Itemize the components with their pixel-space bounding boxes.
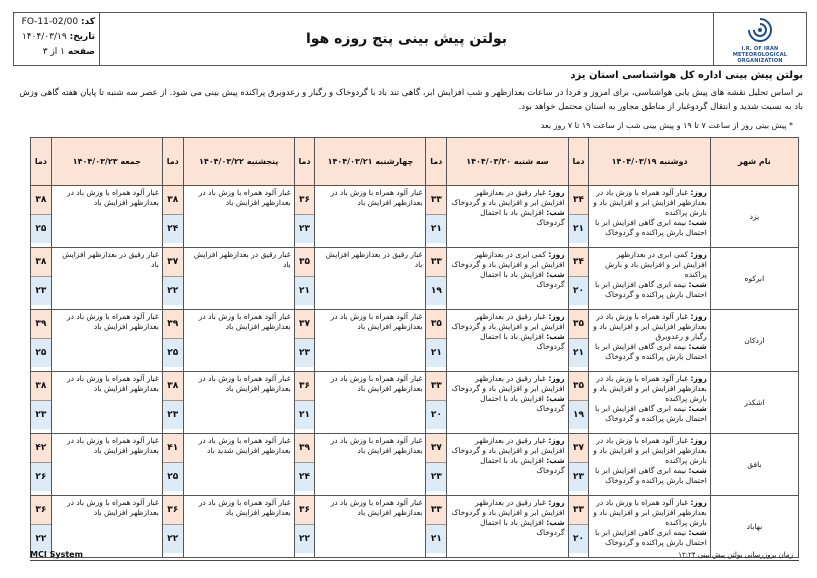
temperature-cell [31,496,52,558]
min-temperature: ۲۰ [426,401,446,429]
forecast-description [447,248,568,310]
day-label: روز: [690,250,707,259]
temperature-cell [568,248,589,310]
min-temperature: ۲۵ [163,339,183,367]
temp-header: دما [568,138,589,186]
day-label: روز: [690,312,707,321]
forecast-description [315,310,426,372]
max-temperature: ۳۸ [163,372,183,401]
logo-box [713,13,806,65]
forecast-description [183,310,294,372]
night-forecast: افزایش باد با احتمال گردوخاک [480,456,565,475]
night-forecast: افزایش باد با احتمال گردوخاک [480,394,565,413]
day-forecast: غبار آلود همراه با وزش باد در بعدازظهر افزایش ابر و افزایش باد و بارش پراکنده [593,436,707,465]
min-temperature: ۲۱ [426,525,446,553]
temperature-cell [426,496,447,558]
temperature-cell [31,434,52,496]
bulletin-header [13,12,807,66]
day-forecast: غبار آلود همراه با وزش باد در بعدازظهر افزایش باد [330,436,423,455]
min-temperature: ۲۱ [295,401,315,429]
night-label: شب: [688,528,707,537]
forecast-description [315,372,426,434]
min-temperature: ۲۴ [295,463,315,491]
max-temperature: ۳۹ [295,434,315,463]
day-forecast: غبار رقیق در بعدازظهر افزایش ابر و افزایش باد و گردوخاک [451,498,565,517]
night-label: شب: [688,404,707,413]
footer-system: MCI System [30,550,83,559]
code-label: کد: [80,17,95,27]
day-label: روز: [690,498,707,507]
max-temperature: ۳۸ [163,186,183,215]
temperature-cell [426,372,447,434]
date-row [18,30,95,45]
forecast-description [315,186,426,248]
meteorology-logo-icon [743,15,777,45]
day-header: دوشنبه ۱۴۰۴/۰۳/۱۹ [589,138,710,186]
temp-header: دما [162,138,183,186]
forecast-summary: بر اساس تحلیل نقشه های پیش یابی هواشناسی، برای امروز و فردا در ساعات بعدازظهر و شب افزایش ابر، گاهی تند باد با گردوخاک و رگبار و رعدوبرق پراکنده پیش بینی می شود. از عصر سه شنبه تا پایان هفته گاهی وزش باد به نسبت شدید و انتقال گردوغبار از مناطق مجاور به استان محتمل خواهد بود. [19,88,803,112]
max-temperature: ۳۶ [295,496,315,525]
max-temperature: ۳۷ [295,310,315,339]
day-forecast: غبار آلود همراه با وزش باد در بعدازظهر افزایش شدید باد [198,436,291,455]
day-label: روز: [548,312,565,321]
forecast-description [183,496,294,558]
night-label: شب: [546,456,565,465]
day-label: روز: [690,436,707,445]
min-temperature: ۲۲ [163,277,183,305]
code-value: FO-11-02/00 [21,17,79,27]
subtitle: بولتن پیش بینی اداره کل هواشناسی استان یزد [570,70,803,81]
forecast-description [51,496,162,558]
temperature-cell [162,248,183,310]
min-temperature: ۲۰ [569,277,589,305]
day-label: روز: [548,374,565,383]
forecast-description [589,434,710,496]
temperature-cell [294,434,315,496]
forecast-table [30,137,799,558]
day-forecast: غبار آلود همراه با وزش باد در بعدازظهر افزایش باد [330,374,423,393]
forecast-description [51,248,162,310]
min-temperature: ۱۹ [569,401,589,429]
city-name: ابرکوه [710,248,798,310]
forecast-description [315,496,426,558]
temperature-cell [294,310,315,372]
night-forecast: نیمه ابری گاهی افزایش ابر با احتمال بارش پراکنده و گردوخاک [594,404,707,423]
night-label: شب: [546,208,565,217]
temperature-cell [31,372,52,434]
max-temperature: ۳۳ [426,496,446,525]
day-forecast: غبار رقیق در بعدازظهر افزایش باد [325,250,423,269]
date-label: تاریخ: [69,32,95,42]
forecast-description [51,186,162,248]
page-row [18,45,95,60]
day-header: جمعه ۱۴۰۴/۰۳/۲۳ [51,138,162,186]
min-temperature: ۲۶ [31,463,51,491]
temperature-cell [31,310,52,372]
min-temperature: ۲۱ [426,339,446,367]
temperature-cell [162,372,183,434]
temperature-cell [426,186,447,248]
night-forecast: نیمه ابری گاهی افزایش ابر با احتمال بارش پراکنده و گردوخاک [594,528,707,547]
night-forecast: نیمه ابری گاهی افزایش ابر با احتمال بارش پراکنده و گردوخاک [594,466,707,485]
city-name: بافق [710,434,798,496]
max-temperature: ۴۱ [163,434,183,463]
min-temperature: ۲۵ [31,339,51,367]
temperature-cell [426,310,447,372]
meta-box [14,13,100,65]
day-forecast: کمی ابری در بعدازظهر افزایش ابر و افزایش باد و گردوخاک [451,250,565,269]
max-temperature: ۳۶ [295,186,315,215]
forecast-description [183,372,294,434]
day-header: چهارشنبه ۱۴۰۴/۰۳/۲۱ [315,138,426,186]
max-temperature: ۳۹ [31,310,51,339]
max-temperature: ۳۸ [31,248,51,277]
table-row [31,434,799,496]
min-temperature: ۲۲ [31,525,51,553]
temperature-cell [162,434,183,496]
max-temperature: ۳۳ [426,248,446,277]
min-temperature: ۲۵ [31,215,51,243]
night-label: شب: [546,270,565,279]
temperature-cell [568,372,589,434]
table-row [31,186,799,248]
max-temperature: ۳۸ [31,372,51,401]
temperature-cell [568,186,589,248]
temperature-cell [294,186,315,248]
max-temperature: ۳۷ [163,248,183,277]
min-temperature: ۲۵ [163,463,183,491]
day-forecast: غبار رقیق در بعدازظهر افزایش ابر و افزایش باد و گردوخاک [451,312,565,331]
min-temperature: ۲۳ [295,215,315,243]
max-temperature: ۴۲ [31,434,51,463]
max-temperature: ۳۵ [426,310,446,339]
day-forecast: غبار آلود همراه با وزش باد در بعدازظهر افزایش ابر و افزایش باد و بارش پراکنده [593,188,707,217]
table-row [31,496,799,558]
day-forecast: غبار آلود همراه با وزش باد در بعدازظهر افزایش ابر و افزایش باد و بارش پراکنده [593,498,707,527]
min-temperature: ۲۳ [426,463,446,491]
city-name: بهاباد [710,496,798,558]
temperature-cell [568,496,589,558]
max-temperature: ۳۳ [426,186,446,215]
night-forecast: افزایش باد با احتمال گردوخاک [480,518,565,537]
forecast-description [315,434,426,496]
forecast-description [315,248,426,310]
min-temperature: ۲۱ [426,215,446,243]
temperature-cell [294,372,315,434]
temperature-cell [426,248,447,310]
forecast-description [447,310,568,372]
day-forecast: غبار آلود همراه با وزش باد در بعدازظهر افزایش باد [66,498,159,517]
table-header-row [31,138,799,186]
night-label: شب: [546,332,565,341]
day-forecast: غبار رقیق در بعدازظهر افزایش ابر و افزایش باد و گردوخاک [451,436,565,455]
table-row [31,372,799,434]
day-forecast: غبار آلود همراه با وزش باد در بعدازظهر افزایش باد [198,312,291,331]
bulletin-title: بولتن پیش بینی پنج روزه هوا [305,31,508,47]
city-name: یزد [710,186,798,248]
forecast-description [447,186,568,248]
day-forecast: غبار آلود همراه با وزش باد در بعدازظهر افزایش باد [198,188,291,207]
min-temperature: ۲۱ [569,339,589,367]
max-temperature: ۳۴ [569,186,589,215]
day-label: روز: [690,374,707,383]
day-forecast: غبار رقیق در بعدازظهر افزایش باد [193,250,291,269]
night-label: شب: [688,218,707,227]
min-temperature: ۲۳ [163,401,183,429]
night-forecast: افزایش باد با احتمال گردوخاک [480,270,565,289]
day-forecast: غبار رقیق در بعدازظهر افزایش ابر و افزایش باد و گردوخاک [451,188,565,207]
max-temperature: ۳۸ [31,186,51,215]
max-temperature: ۳۶ [163,496,183,525]
night-forecast: نیمه ابری گاهی افزایش ابر با احتمال بارش پراکنده و گردوخاک [594,218,707,237]
temperature-cell [31,186,52,248]
day-forecast: غبار آلود همراه با وزش باد در بعدازظهر افزایش ابر و افزایش باد و رگبار و رعدوبرق [593,312,707,341]
night-label: شب: [688,466,707,475]
forecast-description [183,186,294,248]
temperature-cell [162,496,183,558]
forecast-description [183,248,294,310]
min-temperature: ۲۱ [295,277,315,305]
forecast-description [589,496,710,558]
forecast-description [589,186,710,248]
night-label: شب: [546,394,565,403]
min-temperature: ۲۳ [295,339,315,367]
day-forecast: غبار رقیق در بعدازظهر افزایش باد [62,250,159,269]
day-forecast: غبار آلود همراه با وزش باد در بعدازظهر افزایش باد [198,498,291,517]
temperature-cell [294,496,315,558]
max-temperature: ۳۶ [31,496,51,525]
forecast-note: * پیش بینی روز از ساعت ۷ تا ۱۹ و پیش بینی شب از ساعت ۱۹ تا ۷ روز بعد [540,121,793,130]
min-temperature: ۲۱ [569,215,589,243]
night-forecast: افزایش باد با احتمال گردوخاک [480,208,565,227]
forecast-description [51,372,162,434]
forecast-description [589,310,710,372]
max-temperature: ۳۴ [569,248,589,277]
city-name: اشکذر [710,372,798,434]
temperature-cell [426,434,447,496]
min-temperature: ۲۴ [163,215,183,243]
day-forecast: غبار آلود همراه با وزش باد در بعدازظهر افزایش باد [198,374,291,393]
min-temperature: ۲۳ [31,401,51,429]
night-forecast: افزایش باد با احتمال گردوخاک [480,332,565,351]
day-label: روز: [548,498,565,507]
footer-update-time: زمان بروزرسانی بولتن پیش بینی ۱۲:۲۴ [678,551,793,559]
temp-header: دما [426,138,447,186]
day-label: روز: [548,188,565,197]
day-forecast: غبار آلود همراه با وزش باد در بعدازظهر افزایش باد [66,188,159,207]
day-forecast: غبار آلود همراه با وزش باد در بعدازظهر افزایش باد [330,498,423,517]
logo-text: I.R. OF IRAN METEOROLOGICAL ORGANIZATION [732,45,788,64]
day-label: روز: [548,250,565,259]
max-temperature: ۳۷ [569,434,589,463]
temperature-cell [568,434,589,496]
page-label: صفحه [67,47,95,57]
min-temperature: ۲۰ [569,525,589,553]
table-row [31,310,799,372]
forecast-description [51,310,162,372]
day-label: روز: [690,188,707,197]
forecast-description [589,248,710,310]
night-label: شب: [688,342,707,351]
night-forecast: نیمه ابری گاهی افزایش ابر با احتمال بارش پراکنده و گردوخاک [594,342,707,361]
footer-divider [30,560,799,561]
temp-header: دما [294,138,315,186]
temp-header: دما [31,138,52,186]
max-temperature: ۳۶ [295,372,315,401]
min-temperature: ۱۹ [426,277,446,305]
temperature-cell [568,310,589,372]
max-temperature: ۳۳ [569,496,589,525]
city-name: اردکان [710,310,798,372]
forecast-description [589,372,710,434]
city-header: نام شهر [710,138,798,186]
date-value: ۱۴۰۴/۰۳/۱۹ [21,32,67,42]
max-temperature: ۳۳ [426,372,446,401]
day-forecast: غبار آلود همراه با وزش باد در بعدازظهر افزایش باد [330,188,423,207]
max-temperature: ۳۵ [295,248,315,277]
day-forecast: غبار آلود همراه با وزش باد در بعدازظهر افزایش باد [66,374,159,393]
day-forecast: غبار آلود همراه با وزش باد در بعدازظهر افزایش باد [330,312,423,331]
code-row [18,15,95,30]
page-value: ۱ از ۳ [42,47,65,57]
min-temperature: ۲۲ [295,525,315,553]
max-temperature: ۳۷ [426,434,446,463]
day-forecast: غبار آلود همراه با وزش باد در بعدازظهر افزایش ابر و افزایش باد و بارش پراکنده [593,374,707,403]
table-row [31,248,799,310]
night-label: شب: [546,518,565,527]
day-forecast: غبار رقیق در بعدازظهر افزایش ابر و افزایش باد و گردوخاک [451,374,565,393]
temperature-cell [294,248,315,310]
forecast-description [447,496,568,558]
day-forecast: غبار آلود همراه با وزش باد در بعدازظهر افزایش باد [66,312,159,331]
max-temperature: ۳۹ [163,310,183,339]
min-temperature: ۲۳ [31,277,51,305]
forecast-description [447,372,568,434]
forecast-description [183,434,294,496]
forecast-description [51,434,162,496]
day-label: روز: [548,436,565,445]
max-temperature: ۳۵ [569,310,589,339]
min-temperature: ۲۳ [569,463,589,491]
night-forecast: نیمه ابری گاهی افزایش ابر با احتمال بارش پراکنده و گردوخاک [594,280,707,299]
day-forecast: کمی ابری در بعدازظهر افزایش ابر و افزایش باد و بارش پراکنده [604,250,707,279]
day-forecast: غبار آلود همراه با وزش باد در بعدازظهر افزایش باد [66,436,159,455]
temperature-cell [162,310,183,372]
night-label: شب: [688,280,707,289]
max-temperature: ۳۵ [569,372,589,401]
min-temperature: ۲۲ [163,525,183,553]
day-header: پنجشنبه ۱۴۰۴/۰۳/۲۲ [183,138,294,186]
temperature-cell [162,186,183,248]
forecast-description [447,434,568,496]
temperature-cell [31,248,52,310]
day-header: سه شنبه ۱۴۰۴/۰۳/۲۰ [447,138,568,186]
